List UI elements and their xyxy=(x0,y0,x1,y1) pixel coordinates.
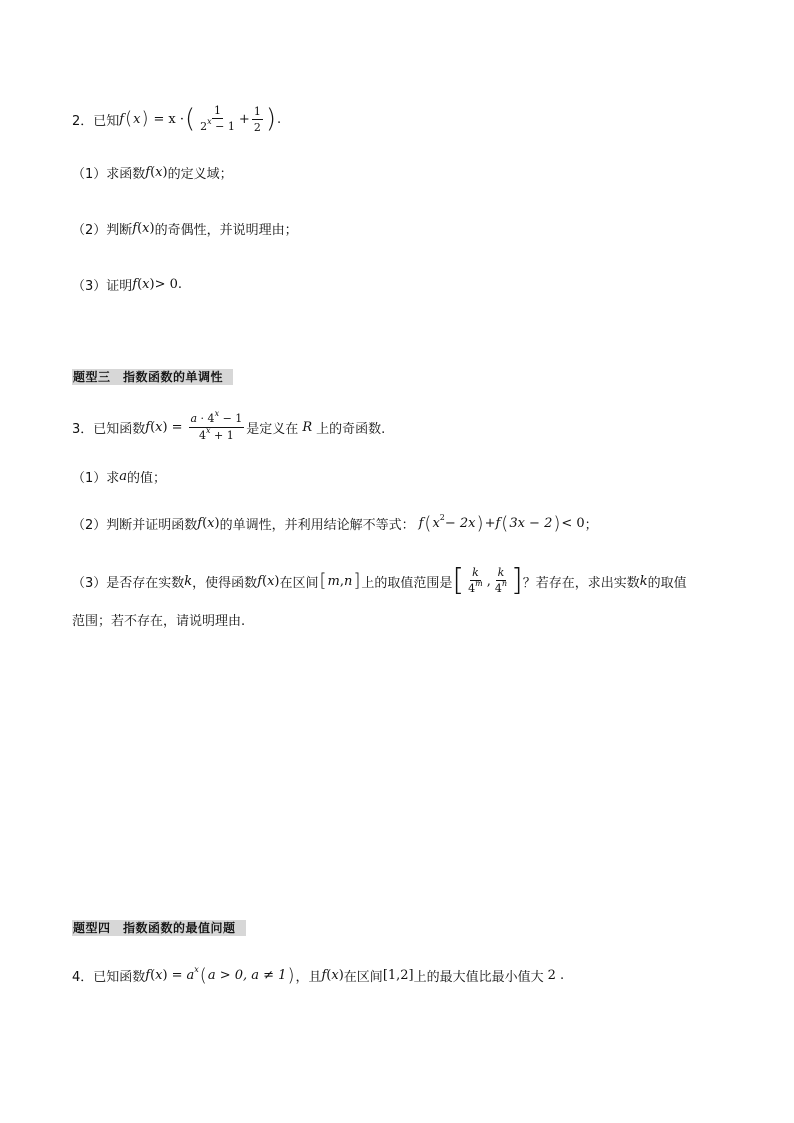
q2-part-1: （1）求函数 f ( x ) 的定义域； xyxy=(72,165,233,182)
q3-stem: 3．已知函数 f ( x ) = $\frac{a \cdot 4^x - 1}{4^x + 1}$ 是定义在 R 上的奇函数. xyxy=(72,409,386,442)
q3-part-3-line-2: 范围；若不存在，请说明理由. xyxy=(72,614,246,629)
section-heading-3: 题型三 指数函数的单调性 xyxy=(72,369,233,385)
q2-fraction-2: $\frac{1}{2}$ xyxy=(253,104,261,134)
q3-range-fraction-n: $\frac{k}{4^n}$ xyxy=(494,566,508,595)
q3-range-fraction-m: $\frac{k}{4^m}$ xyxy=(468,566,483,595)
q3-part-1: （1）求 a 的值； xyxy=(72,469,167,486)
q2-part-3: （3）证明 f ( x ) > 0 . xyxy=(72,277,183,294)
q2-part-2: （2）判断 f ( x ) 的奇偶性，并说明理由； xyxy=(72,221,298,238)
q2-stem: 2．已知 f ( x ) = x · ( $\frac{1}{2^x - 1}$ + $\frac{1}{2}$ ) . xyxy=(72,104,282,134)
q3-part-2: （2）判断并证明函数 f ( x ) 的单调性，并利用结论解不等式： f ( x 2 − 2x ) + f ( 3x − 2 ) < 0 ； xyxy=(72,512,598,534)
q2-number: 2．已知 xyxy=(72,113,120,129)
q3-part-3: （3）是否存在实数 k ，使得函数 f ( x ) 在区间 [ m , n ] 上的取值范围是 [ $\frac{k}{4^m}$ , $\frac{k}{4^n}$ ] ？若存在，求出实数 k 的取值 xyxy=(72,563,687,598)
section-heading-4: 题型四 指数函数的最值问题 xyxy=(72,920,246,936)
q2-fraction-1: $\frac{1}{2^x - 1}$ xyxy=(200,104,235,133)
q4-stem: 4．已知函数 f ( x ) = a x ( a > 0, a ≠ 1 ) ，且 f ( x ) 在区间 [1,2] 上的最大值比最小值大 2 . xyxy=(72,964,565,986)
q3-fraction: $\frac{a \cdot 4^x - 1}{4^x + 1}$ xyxy=(190,409,243,442)
